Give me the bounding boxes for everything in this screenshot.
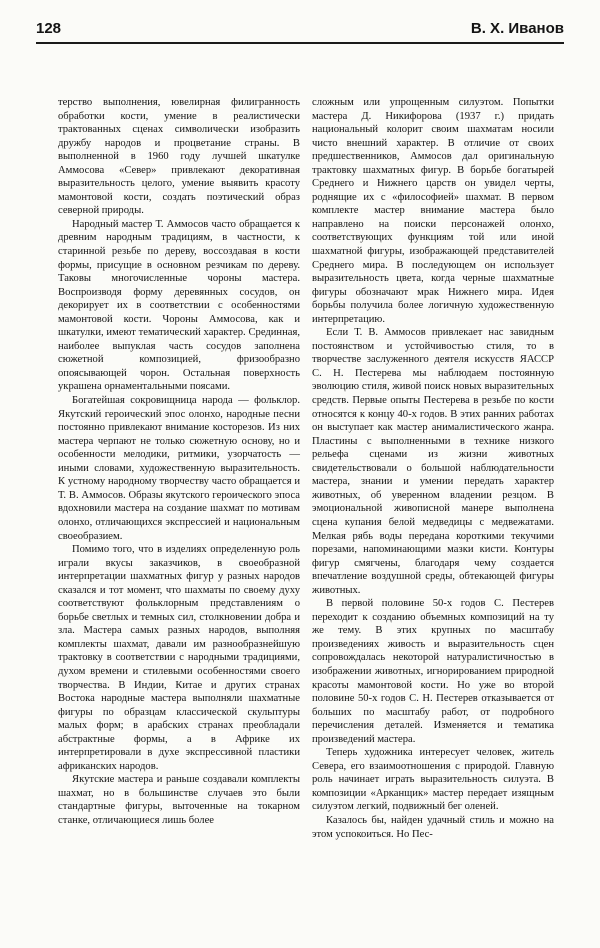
paragraph: Если Т. В. Аммосов привлекает нас завидным постоянством и устойчивостью стиля, то в творчестве заслуженного деятеля искусств ЯАССР С. Н. Пестерева мы наблюдаем постоянную эволюцию стиля, живой поиск новых выразительных средств. Первые опыты Пестерева в резьбе по кости относятся к концу 40-х годов. В этих ранних работах он выступает как мастер анималистического жанра. Пластины с выполненными в технике низкого рельефа сценами из жизни животных свидетельствовали о большой наблюдательности мастера, знании и умении передать характер животных, об уверенном владении резцом. В эмоциональной живописной манере выполнена сцена купания белой медведицы с медвежатами. Мелкая рябь воды передана короткими текучими порезами, напоминающими мазки кисти. Контуры фигур смягчены, благодаря чему создается впечатление воздушной среды, обтекающей фигуры животных.	[312, 327, 554, 596]
paragraph: Теперь художника интересует человек, житель Севера, его взаимоотношения с природой. Главную роль начинает играть выразительность силуэта. В композиции «Арканщик» мастер передает изящным силуэтом легкий, подвижный бег оленей.	[312, 747, 554, 813]
page-number: 128	[36, 20, 62, 37]
paragraph: терство выполнения, ювелирная филигранность обработки кости, умение в реалистически трактованных сценах символически изобразить дружбу народов и процветание страны. В выполненной в 1960 году лучшей шкатулке Аммосова «Север» привлекают декоративная выразительность целого, умение выявить красоту мамонтовой кости, создать поэтический образ северной природы.	[58, 97, 300, 217]
paragraph: сложным или упрощенным силуэтом. Попытки мастера Д. Никифорова (1937 г.) придать национальный колорит своим шахматам носили чисто внешний характер. В отличие от своих предшественников, Аммосов дал оригинальную трактовку шахматных фигур. В борьбе богатырей Среднего и Нижнего царств он увидел черты, роднящие их с «философией» шахмат. В первом комплекте мастер внимание мастера было направлено на поиски персонажей олонхо, соответствующих функциям той или иной шахматной фигуры, изображающей представителей Среднего мира. В последующем он использует выразительность цвета, когда черные шахматные фигуры обозначают мрак Нижнего мира. Идея борьбы получила более логичную художественную интерпретацию.	[312, 97, 554, 325]
paragraph: Казалось бы, найден удачный стиль и можно на этом успокоиться. Но Пес-	[312, 814, 554, 840]
paragraph: Помимо того, что в изделиях определенную роль играли вкусы заказчиков, в своеобразной интерпретации шахматных фигур у разных народов сказался и тот момент, что шахматы по своему духу соответствуют фольклорным представлениям о борьбе светлых и темных сил, столкновении добра и зла. Мастера самых разных народов, выполняя комплекты шахмат, давали им разнообразнейшую трактовку в соответствии с народными традициями, духом времени и стилевыми особенностями своего творчества. В Индии, Китае и других странах Востока народные мастера выполняли шахматные фигуры по образцам классической скульптуры малых форм; в арабских странах преобладали абстрактные формы, а в Африке их интерпретировали в духе экспрессивной пластики африканских народов.	[58, 544, 300, 772]
right-column	[312, 96, 554, 841]
page-header	[36, 20, 564, 44]
paragraph: Народный мастер Т. Аммосов часто обращается к древним народным традициям, в частности, к старинной резьбе по дереву, воссоздавая в кости формы, присущие в основном резчикам по дереву. Таковы многочисленные чороны мастера. Воспроизводя форму деревянных сосудов, он декорирует их в соответствии с особенностями мамонтовой кости. Чороны Аммосова, как и шкатулки, имеют тематический характер. Срединная, наиболее выпуклая часть сосудов заполнена сюжетной композицией, фризообразно опоясывающей чорон. Остальная поверхность украшена орнаментальными поясами.	[58, 218, 300, 393]
paragraph: Богатейшая сокровищница народа — фольклор. Якутский героический эпос олонхо, народные песни постоянно привлекают внимание косторезов. Из них мастера черпают не только сюжетную основу, но и особенности мелодики, ритмики, узорчатость — иными словами, художественную выразительность. К устному народному творчеству часто обращается и Т. В. Аммосов. Образы якутского героического эпоса вдохновили мастера на создание шахмат по мотивам олонхо, отличающихся экспрессией и национальным своеобразием.	[58, 395, 300, 542]
paragraph: Якутские мастера и раньше создавали комплекты шахмат, но в большинстве случаев это были стандартные фигуры, выточенные на токарном станке, отличающиеся лишь более	[58, 774, 300, 826]
running-head-author: В. Х. Иванов	[470, 20, 564, 37]
left-column	[58, 96, 300, 828]
paragraph: В первой половине 50-х годов С. Пестерев переходит к созданию объемных композиций на ту же тему. В этих крупных по масштабу произведениях живость и выразительность сцен сопровождалась некоторой натуралистичностью в изображении животных, игнорированием природной красоты мамонтовой кости. Но уже во второй половине 50-х годов С. Н. Пестерев отказывается от больших по масштабу работ, от подробного перечисления деталей. Изменяется и тематика произведений мастера.	[312, 598, 554, 745]
